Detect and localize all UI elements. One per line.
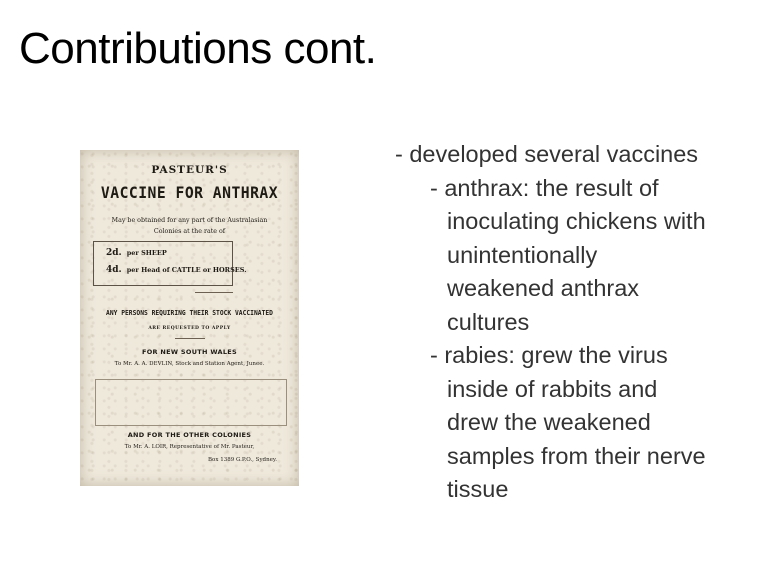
poster-brand: PASTEUR'S [151, 164, 228, 176]
poster-loir: To Mr. A. LOIR, Representative of Mr. Pasteur, [124, 444, 255, 450]
poster-obtain-text [80, 215, 299, 237]
poster-divider [195, 292, 233, 293]
sub-bullet-continuation: unintentionally [447, 241, 598, 268]
sub-bullet-continuation: inoculating chickens with [447, 208, 706, 234]
poster-nsw: FOR NEW SOUTH WALES [141, 348, 238, 356]
bullet-item: - developed several vaccines [395, 141, 699, 167]
sub-bullet-continuation: cultures [447, 308, 530, 335]
poster-persons-requiring: ANY PERSONS REQUIRING THEIR STOCK VACCINATED [106, 309, 273, 317]
sub-bullet-continuation: samples from their nerve [447, 442, 706, 469]
poster-blank-box [95, 379, 287, 426]
poster-price-amount: 2d. [106, 248, 122, 258]
poster-box-address: Box 1389 G.P.O., Sydney. [208, 457, 277, 463]
poster-price-desc: per Head of CATTLE or HORSES. [126, 266, 247, 274]
poster-obtain-line-2: Colonies at the rate of [153, 228, 226, 235]
poster-price-amount: 4d. [106, 265, 122, 275]
slide-title: Contributions cont. [19, 24, 377, 73]
sub-bullet-continuation: tissue [447, 476, 509, 502]
poster-obtain-line-1: May be obtained for any part of the Australasian [111, 217, 268, 224]
poster-apply: ARE REQUESTED TO APPLY [148, 326, 231, 331]
poster-devlin: To Mr. A. A. DEVLIN, Stock and Station Agent, Junee. [114, 361, 265, 367]
poster-divider [175, 338, 205, 339]
poster-headline: VACCINE FOR ANTHRAX [100, 183, 279, 202]
anthrax-vaccine-poster-image [80, 150, 299, 486]
sub-bullet-continuation: inside of rabbits and [447, 375, 658, 402]
sub-bullet-item: - anthrax: the result of [430, 174, 659, 201]
poster-price-row [106, 248, 167, 258]
sub-bullet-continuation: weakened anthrax [447, 275, 640, 301]
sub-bullet-item: - rabies: grew the virus [430, 342, 668, 368]
poster-other-colonies: AND FOR THE OTHER COLONIES [127, 431, 252, 439]
poster-price-row [106, 265, 246, 275]
sub-bullet-continuation: drew the weakened [447, 409, 651, 435]
poster-price-desc: per SHEEP [126, 249, 167, 257]
